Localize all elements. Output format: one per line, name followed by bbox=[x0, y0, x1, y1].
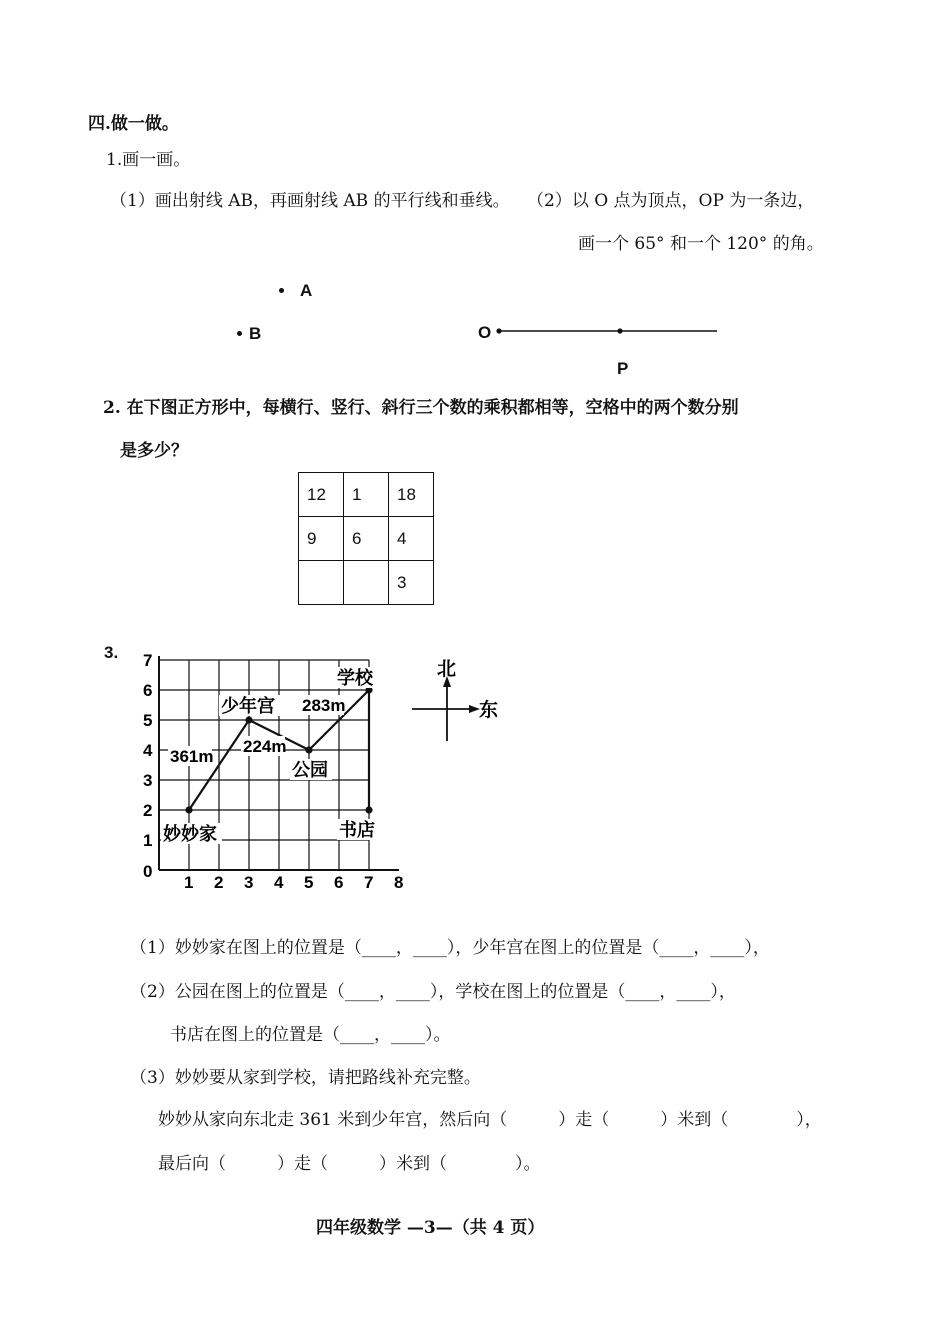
magic-cell: 9 bbox=[299, 517, 344, 561]
page-footer: 四年级数学 —3—（共 4 页） bbox=[316, 1218, 545, 1238]
magic-cell: 18 bbox=[389, 473, 434, 517]
x-tick-label: 3 bbox=[244, 873, 254, 892]
y-tick-label: 6 bbox=[143, 681, 153, 700]
location-point bbox=[305, 746, 312, 753]
y-tick-label: 0 bbox=[143, 862, 153, 881]
x-tick-label: 7 bbox=[364, 873, 374, 892]
section-title: 四.做一做。 bbox=[88, 114, 179, 134]
point-a-label: A bbox=[300, 281, 313, 300]
location-label: 书店 bbox=[339, 820, 375, 840]
distance-label: 283m bbox=[302, 696, 346, 715]
y-tick-label: 2 bbox=[143, 801, 153, 820]
location-label: 少年宫 bbox=[221, 696, 275, 716]
magic-cell: 4 bbox=[389, 517, 434, 561]
x-tick-label: 6 bbox=[334, 873, 344, 892]
magic-cell: 1 bbox=[344, 473, 389, 517]
location-label: 妙妙家 bbox=[163, 824, 217, 844]
q3-sub3: （3）妙妙要从家到学校，请把路线补充完整。 bbox=[130, 1068, 481, 1088]
q1-part2-line2: 画一个 65° 和一个 120° 的角。 bbox=[578, 234, 824, 254]
x-tick-label: 2 bbox=[214, 873, 224, 892]
compass-east-label: 东 bbox=[479, 700, 499, 721]
location-point bbox=[185, 806, 192, 813]
q1-part1: （1）画出射线 AB，再画射线 AB 的平行线和垂线。 bbox=[110, 191, 510, 211]
point-o-label: O bbox=[478, 323, 492, 342]
x-tick-label: 4 bbox=[274, 873, 284, 892]
y-tick-label: 1 bbox=[143, 831, 153, 850]
point-b-label: B bbox=[249, 324, 262, 343]
distance-label: 224m bbox=[243, 737, 287, 756]
y-tick-label: 7 bbox=[143, 651, 153, 670]
y-tick-label: 5 bbox=[143, 711, 153, 730]
location-label: 公园 bbox=[292, 760, 328, 780]
q1-part2-line1: （2）以 O 点为顶点，OP 为一条边， bbox=[527, 191, 815, 211]
q3-sub3-line1: 妙妙从家向东北走 361 米到少年宫，然后向（ ）走（ ）米到（ ）， bbox=[158, 1110, 822, 1130]
compass-north-label: 北 bbox=[437, 659, 457, 680]
distance-label: 361m bbox=[170, 747, 214, 766]
x-tick-label: 1 bbox=[184, 873, 194, 892]
y-tick-label: 3 bbox=[143, 771, 153, 790]
q3-sub1: （1）妙妙家在图上的位置是（____，____），少年宫在图上的位置是（____，____）， bbox=[130, 938, 770, 958]
y-tick-label: 4 bbox=[143, 741, 153, 760]
magic-cell: 12 bbox=[299, 473, 344, 517]
magic-cell: 3 bbox=[389, 561, 434, 605]
q3-number: 3. bbox=[104, 643, 119, 662]
compass bbox=[412, 658, 498, 741]
q3-sub2b: 书店在图上的位置是（____，____）。 bbox=[170, 1025, 451, 1045]
q2-line2: 是多少？ bbox=[120, 441, 188, 461]
q1-heading: 1.画一画。 bbox=[106, 150, 191, 170]
x-tick-label: 8 bbox=[394, 873, 404, 892]
location-label: 学校 bbox=[337, 668, 373, 688]
q3-sub2a: （2）公园在图上的位置是（____，____），学校在图上的位置是（____，____）， bbox=[130, 982, 736, 1002]
q3-sub3-line2: 最后向（ ）走（ ）米到（ ）。 bbox=[158, 1154, 541, 1174]
point-p-label: P bbox=[617, 359, 629, 378]
x-tick-label: 5 bbox=[304, 873, 314, 892]
q2-line1: 2. 在下图正方形中，每横行、竖行、斜行三个数的乘积都相等，空格中的两个数分别 bbox=[103, 398, 739, 418]
magic-cell: 6 bbox=[344, 517, 389, 561]
location-point bbox=[245, 716, 252, 723]
location-point bbox=[365, 806, 372, 813]
